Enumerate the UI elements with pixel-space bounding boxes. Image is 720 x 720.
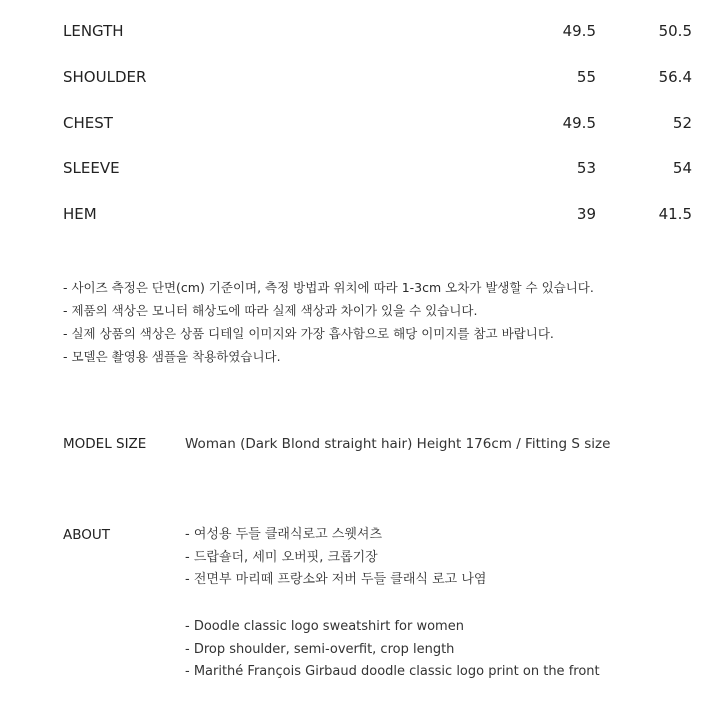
size-value-1: 49.5 bbox=[562, 114, 596, 132]
size-label: SLEEVE bbox=[63, 159, 120, 177]
size-row-hem bbox=[0, 199, 720, 229]
note-item: - 제품의 색상은 모니터 해상도에 따라 실제 색상과 차이가 있을 수 있습니다. bbox=[63, 303, 478, 318]
size-value-1: 49.5 bbox=[562, 22, 596, 40]
size-notes bbox=[63, 276, 594, 368]
size-value-2: 41.5 bbox=[658, 205, 692, 223]
size-value-2: 56.4 bbox=[658, 68, 692, 86]
size-value-2: 50.5 bbox=[658, 22, 692, 40]
about-item: - Marithé François Girbaud doodle classic logo print on the front bbox=[185, 664, 600, 679]
note-item: - 모델은 촬영용 샘플을 착용하였습니다. bbox=[63, 349, 281, 364]
model-size-label: MODEL SIZE bbox=[63, 436, 147, 452]
size-label: HEM bbox=[63, 205, 97, 223]
about-item: - 여성용 두들 클래식로고 스웻셔츠 bbox=[185, 527, 383, 542]
size-value-1: 53 bbox=[576, 159, 596, 177]
about-item: - Drop shoulder, semi-overfit, crop length bbox=[185, 641, 455, 657]
about-item: - 전면부 마리떼 프랑소와 저버 두들 클래식 로고 나염 bbox=[185, 572, 487, 587]
size-label: SHOULDER bbox=[63, 68, 147, 86]
size-row-sleeve bbox=[0, 153, 720, 183]
size-value-2: 54 bbox=[672, 159, 692, 177]
about-item: - Doodle classic logo sweatshirt for women bbox=[185, 619, 464, 634]
about-item: - 드랍숄더, 세미 오버핏, 크롭기장 bbox=[185, 549, 378, 565]
size-value-1: 39 bbox=[576, 205, 596, 223]
about-english-list bbox=[185, 616, 600, 684]
size-value-1: 55 bbox=[576, 68, 596, 86]
size-label: LENGTH bbox=[63, 22, 124, 40]
size-row-shoulder bbox=[0, 62, 720, 92]
size-row-chest bbox=[0, 108, 720, 138]
size-row-length bbox=[0, 16, 720, 46]
size-value-2: 52 bbox=[672, 114, 692, 132]
model-size-value: Woman (Dark Blond straight hair) Height 176cm / Fitting S size bbox=[185, 436, 611, 452]
about-label: ABOUT bbox=[63, 527, 111, 543]
note-item: - 사이즈 측정은 단면(cm) 기준이며, 측정 방법과 위치에 따라 1-3cm 오차가 발생할 수 있습니다. bbox=[63, 280, 594, 295]
size-label: CHEST bbox=[63, 114, 113, 132]
about-korean-list bbox=[185, 524, 486, 592]
note-item: - 실제 상품의 색상은 상품 디테일 이미지와 가장 흡사함으로 해당 이미지를 참고 바랍니다. bbox=[63, 326, 554, 341]
